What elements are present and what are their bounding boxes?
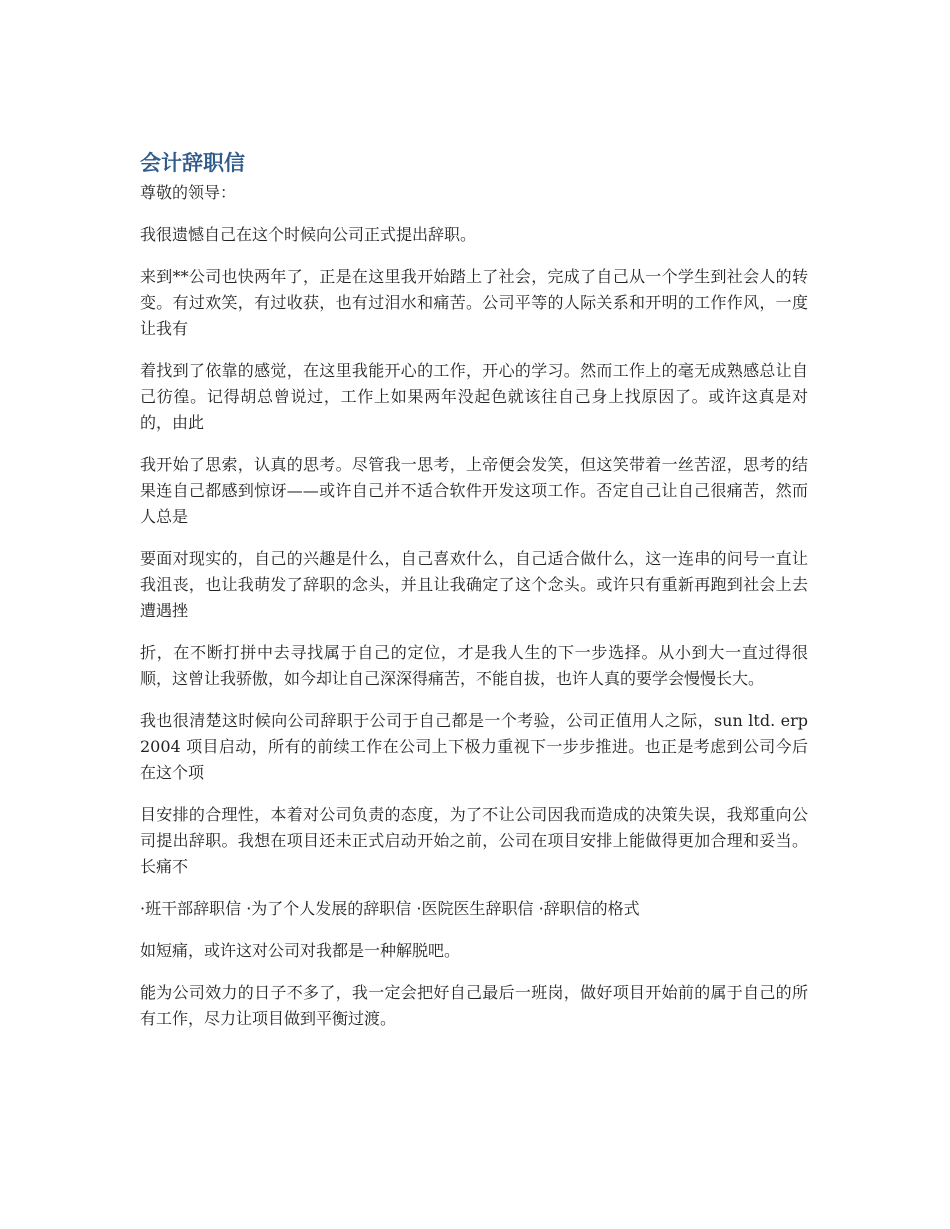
related-links	[140, 896, 808, 922]
closing-paragraph: 能为公司效力的日子不多了，我一定会把好自己最后一班岗，做好项目开始前的属于自己的所有工作，尽力让项目做到平衡过渡。	[140, 983, 808, 1028]
paragraph: 着找到了依靠的感觉，在这里我能开心的工作，开心的学习。然而工作上的毫无成熟感总让自己彷徨。记得胡总曾说过，工作上如果两年没起色就该往自己身上找原因了。或许这真是对的，由此	[140, 361, 808, 432]
related-link-resignation-format[interactable]: ·辞职信的格式	[538, 899, 640, 918]
paragraph: 要面对现实的，自己的兴趣是什么，自己喜欢什么，自己适合做什么，这一连串的问号一直让我沮丧，也让我萌发了辞职的念头，并且让我确定了这个念头。或许只有重新再跑到社会上去遭遇挫	[140, 549, 808, 620]
paragraph: 折，在不断打拼中去寻找属于自己的定位，才是我人生的下一步选择。从小到大一直过得很顺，这曾让我骄傲，如今却让自己深深得痛苦，不能自拔，也许人真的要学会慢慢长大。	[140, 643, 808, 688]
paragraph: 我很遗憾自己在这个时候向公司正式提出辞职。	[140, 225, 477, 244]
paragraph: 我也很清楚这时候向公司辞职于公司于自己都是一个考验，公司正值用人之际，sun ltd. erp 2004 项目启动，所有的前续工作在公司上下极力重视下一步步推进。也正是考虑到公司今后在这个项	[140, 711, 808, 782]
document-title: 会计辞职信	[140, 151, 245, 175]
document-page	[140, 148, 808, 1048]
salutation: 尊敬的领导：	[140, 183, 237, 202]
paragraph: 我开始了思索，认真的思考。尽管我一思考，上帝便会发笑，但这笑带着一丝苦涩，思考的结果连自己都感到惊讶——或许自己并不适合软件开发这项工作。否定自己让自己很痛苦，然而人总是	[140, 455, 808, 526]
related-link-class-cadre-resignation[interactable]: ·班干部辞职信	[140, 899, 242, 918]
related-link-personal-development-resignation[interactable]: ·为了个人发展的辞职信	[246, 899, 412, 918]
closing-paragraph: 如短痛，或许这对公司对我都是一种解脱吧。	[140, 941, 461, 960]
related-link-hospital-doctor-resignation[interactable]: ·医院医生辞职信	[416, 899, 534, 918]
paragraph: 来到**公司也快两年了，正是在这里我开始踏上了社会，完成了自己从一个学生到社会人的转变。有过欢笑，有过收获，也有过泪水和痛苦。公司平等的人际关系和开明的工作作风，一度让我有	[140, 267, 808, 338]
paragraph: 目安排的合理性，本着对公司负责的态度，为了不让公司因我而造成的决策失误，我郑重向公司提出辞职。我想在项目还未正式启动开始之前，公司在项目安排上能做得更加合理和妥当。长痛不	[140, 805, 808, 876]
